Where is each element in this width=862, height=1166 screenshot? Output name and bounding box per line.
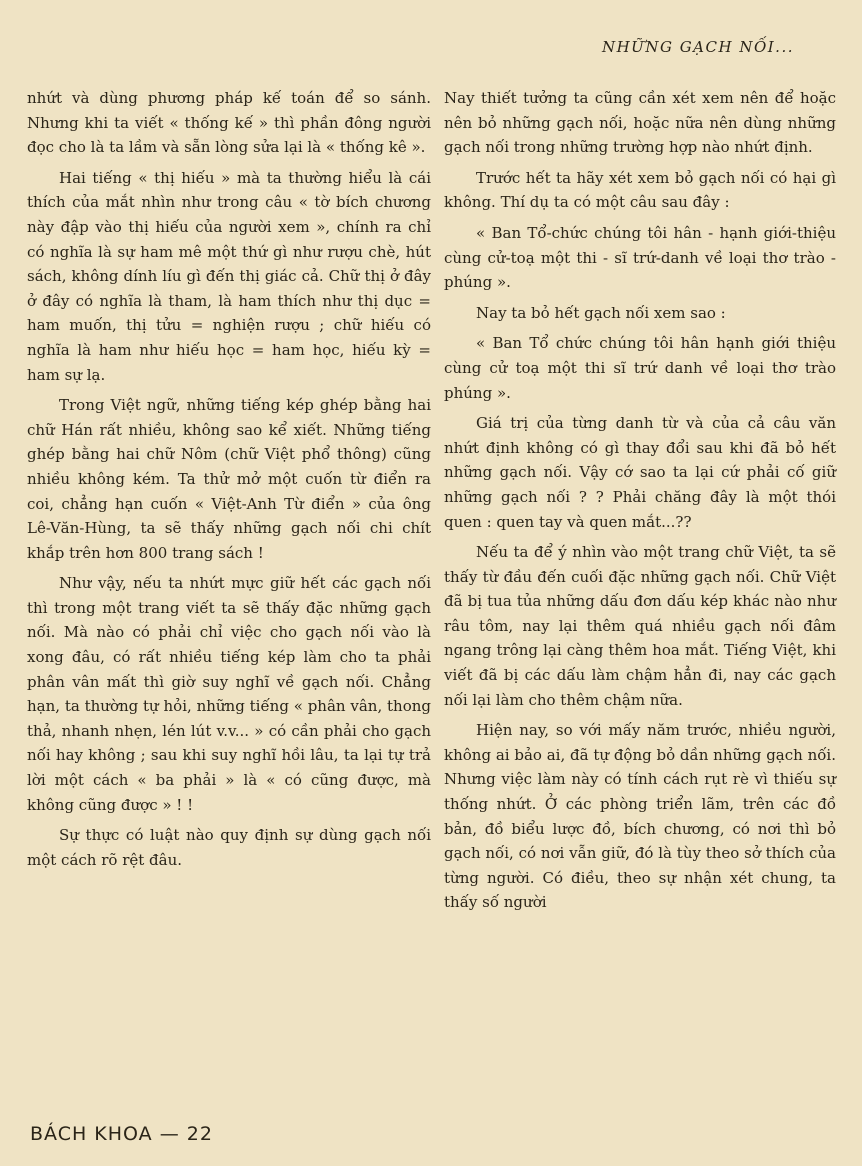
paragraph: Nay ta bỏ hết gạch nối xem sao : — [476, 303, 726, 322]
page-footer: BÁCH KHOA — 22 — [30, 1123, 213, 1145]
paragraph: Nếu ta để ý nhìn vào một trang chữ Việt, ta sẽ thấy từ đầu đến cuối đặc những gạch nối. Chữ Việt đã bị tua tủa những dấu đơn dấu kép khác nào như râu tôm, nay lại thêm quá nhiều gạch nối đâm ngang trông lại càng thêm hoa mắt. Tiếng Việt, khi viết đã bị các dấu làm chậm hẳn đi, nay các gạch nối lại làm cho thêm chậm nữa. — [444, 543, 836, 709]
paragraph: Nay thiết tưởng ta cũng cần xét xem nên để hoặc nên bỏ những gạch nối, hoặc nữa nên dùng những gạch nối trong những trường hợp nào nhứt định. — [444, 89, 836, 157]
paragraph: Như vậy, nếu ta nhứt mực giữ hết các gạch nối thì trong một trang viết ta sẽ thấy đặc những gạch nối. Mà nào có phải chỉ việc cho gạch nối vào là xong đâu, có rất nhiều tiếng kép làm cho ta phải phân vân mất thì giờ suy nghĩ về gạch nối. Chẳng hạn, ta thường tự hỏi, những tiếng « phân vân, thong thả, nhanh nhẹn, lén lút v.v... » có cần phải cho gạch nối hay không ; sau khi suy nghĩ hồi lâu, ta lại tự trả lời một cách « ba phải » là « có cũng được, mà không cũng được » ! ! — [27, 574, 431, 814]
paragraph: Trước hết ta hãy xét xem bỏ gạch nối có hại gì không. Thí dụ ta có một câu sau đây : — [444, 168, 836, 212]
paragraph: Sự thực có luật nào quy định sự dùng gạch nối một cách rõ rệt đâu. — [27, 826, 431, 869]
right-column — [444, 86, 836, 921]
paragraph: Trong Việt ngữ, những tiếng kép ghép bằng hai chữ Hán rất nhiều, không sao kể xiết. Những tiếng ghép bằng hai chữ Nôm (chữ Việt phổ thông) cũng nhiều không kém. Ta thử mở một cuốn từ điển ra coi, chẳng hạn cuốn « Việt-Anh Từ điển » của ông Lê-Văn-Hùng, ta sẽ thấy những gạch nối chi chít khắp trên hơn 800 trang sách ! — [27, 396, 431, 562]
paragraph: nhứt và dùng phương pháp kế toán để so sánh. Nhưng khi ta viết « thống kế » thì phần đông người đọc cho là ta lầm và sẵn lòng sửa lại là « thống kê ». — [27, 89, 431, 157]
quote-with-hyphens: « Ban Tổ-chức chúng tôi hân - hạnh giới-thiệu cùng cử-toạ một thi - sĩ trứ-danh về loại thơ trào - phúng ». — [444, 223, 836, 292]
quote-without-hyphens: « Ban Tổ chức chúng tôi hân hạnh giới thiệu cùng cử toạ một thi sĩ trứ danh về loại thơ trào phúng ». — [444, 334, 836, 402]
running-title: NHỮNG GẠCH NỐI... — [601, 38, 794, 56]
paragraph: Hai tiếng « thị hiếu » mà ta thường hiểu là cái thích của mắt nhìn như trong câu « tờ bích chương này đập vào thị hiếu của người xem », chính ra chỉ có nghĩa là sự ham mê một thứ gì như rượu chè, hút sách, không dính líu gì đến thị giác cả. Chữ thị ở đây ở đây có nghĩa là tham, là ham thích như thị dục = ham muốn, thị tửu = nghiện rượu ; chữ hiếu có nghĩa là ham như hiếu học = ham học, hiếu kỳ = ham sự lạ. — [27, 168, 431, 384]
paragraph: Giá trị của từng danh từ và của cả câu văn nhứt định không có gì thay đổi sau khi đã bỏ hết những gạch nối. Vậy cớ sao ta lại cứ phải cố giữ những gạch nối ? ? Phải chăng đây là một thói quen : quen tay và quen mắt...?? — [444, 414, 836, 531]
paragraph: Hiện nay, so với mấy năm trước, nhiều người, không ai bảo ai, đã tự động bỏ dần những gạch nối. Nhưng việc làm này có tính cách rụt rè vì thiếu sự thống nhứt. Ở các phòng triển lãm, trên các đồ bản, đồ biểu lược đồ, bích chương, có nơi thì bỏ gạch nối, có nơi vẫn giữ, đó là tùy theo sở thích của từng người. Có điều, theo sự nhận xét chung, ta thấy số người — [444, 721, 836, 912]
left-column — [27, 86, 431, 878]
